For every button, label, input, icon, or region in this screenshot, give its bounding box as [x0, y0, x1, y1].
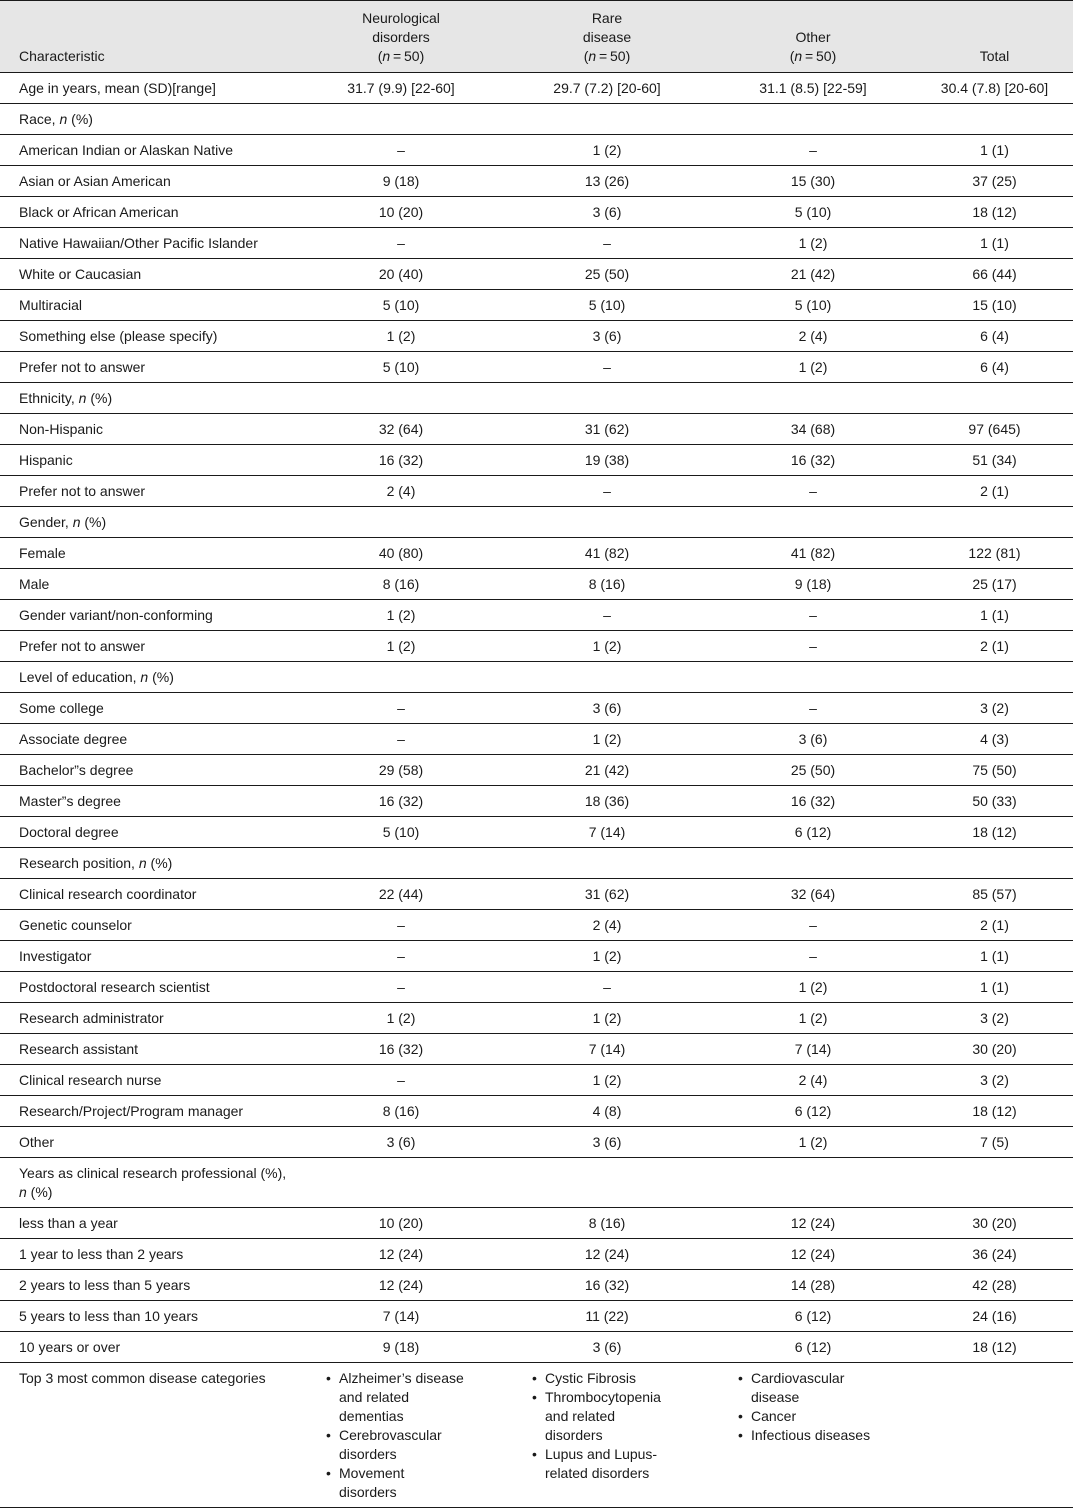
empty-cell: [916, 848, 1073, 879]
row-value: 1 (2): [504, 1003, 710, 1034]
table-row: [0, 1034, 1073, 1065]
row-value: 7 (14): [710, 1034, 916, 1065]
table-row: [0, 879, 1073, 910]
row-value: 5 (10): [298, 290, 504, 321]
row-value: –: [298, 1065, 504, 1096]
row-value: 1 (2): [298, 600, 504, 631]
row-value: –: [710, 910, 916, 941]
section-label: [0, 383, 298, 414]
row-value: 9 (18): [710, 569, 916, 600]
row-value: 1 (1): [916, 135, 1073, 166]
row-value: 18 (36): [504, 786, 710, 817]
row-label: Master”s degree: [0, 786, 298, 817]
row-label: less than a year: [0, 1208, 298, 1239]
section-label-text: Ethnicity,: [19, 390, 79, 406]
row-value: 1 (2): [298, 321, 504, 352]
table-row: [0, 228, 1073, 259]
row-value: –: [710, 600, 916, 631]
section-row: [0, 662, 1073, 693]
row-label: Prefer not to answer: [0, 476, 298, 507]
empty-cell: [710, 848, 916, 879]
row-value: –: [504, 228, 710, 259]
row-value: –: [710, 941, 916, 972]
row-label: 5 years to less than 10 years: [0, 1301, 298, 1332]
empty-cell: [916, 662, 1073, 693]
empty-cell: [504, 1158, 710, 1208]
row-value: 30 (20): [916, 1208, 1073, 1239]
row-label: Doctoral degree: [0, 817, 298, 848]
row-value: 31 (62): [504, 414, 710, 445]
disease-list-item: • Alzheimer’s disease and related dementias: [339, 1369, 464, 1426]
row-value: 122 (81): [916, 538, 1073, 569]
row-label: Bachelor”s degree: [0, 755, 298, 786]
row-value: 24 (16): [916, 1301, 1073, 1332]
row-label: Clinical research nurse: [0, 1065, 298, 1096]
row-label: Some college: [0, 693, 298, 724]
top3-label: Top 3 most common disease categories: [0, 1363, 298, 1508]
section-unit-rest: (%): [146, 855, 173, 871]
row-label: Other: [0, 1127, 298, 1158]
table-row: [0, 445, 1073, 476]
row-label: Multiracial: [0, 290, 298, 321]
row-label: Prefer not to answer: [0, 352, 298, 383]
header-other: [710, 1, 916, 73]
table-row: [0, 817, 1073, 848]
table-row: [0, 1065, 1073, 1096]
row-value: 1 (2): [504, 135, 710, 166]
row-value: –: [298, 228, 504, 259]
disease-list: [526, 1369, 670, 1483]
row-value: 16 (32): [298, 786, 504, 817]
row-value: 18 (12): [916, 817, 1073, 848]
row-value: 1 (2): [298, 631, 504, 662]
row-value: 12 (24): [298, 1239, 504, 1270]
row-label: Investigator: [0, 941, 298, 972]
table-row: [0, 1239, 1073, 1270]
section-label: [0, 507, 298, 538]
empty-cell: [504, 662, 710, 693]
row-value: 8 (16): [504, 569, 710, 600]
row-value: 5 (10): [298, 352, 504, 383]
row-value: 1 (2): [710, 972, 916, 1003]
section-label: [0, 1158, 298, 1208]
row-value: 7 (5): [916, 1127, 1073, 1158]
section-row: [0, 1158, 1073, 1208]
row-value: 29 (58): [298, 755, 504, 786]
row-value: 25 (50): [710, 755, 916, 786]
row-value: 14 (28): [710, 1270, 916, 1301]
table-row: [0, 600, 1073, 631]
table-row: [0, 569, 1073, 600]
table-row: [0, 1096, 1073, 1127]
row-label: Research assistant: [0, 1034, 298, 1065]
row-value: 3 (6): [504, 693, 710, 724]
row-value: 3 (6): [710, 724, 916, 755]
row-value: 6 (4): [916, 352, 1073, 383]
row-value: 3 (2): [916, 1003, 1073, 1034]
table-row: [0, 259, 1073, 290]
row-value: 25 (17): [916, 569, 1073, 600]
row-label: Postdoctoral research scientist: [0, 972, 298, 1003]
row-value: –: [298, 941, 504, 972]
row-value: 1 (2): [710, 228, 916, 259]
table-row: [0, 135, 1073, 166]
row-value: 66 (44): [916, 259, 1073, 290]
row-value: 12 (24): [298, 1270, 504, 1301]
row-value: –: [298, 693, 504, 724]
table-row: [0, 414, 1073, 445]
section-label: [0, 662, 298, 693]
header-rare-line1: Rare: [591, 10, 623, 26]
header-other-line: Other: [795, 29, 831, 45]
row-value: 4 (3): [916, 724, 1073, 755]
row-value: 3 (6): [504, 321, 710, 352]
row-value: –: [298, 135, 504, 166]
row-value: 1 (2): [710, 352, 916, 383]
row-value: –: [298, 910, 504, 941]
section-row: [0, 104, 1073, 135]
row-value: 15 (30): [710, 166, 916, 197]
row-value: 32 (64): [298, 414, 504, 445]
row-value: 41 (82): [710, 538, 916, 569]
row-value: 41 (82): [504, 538, 710, 569]
disease-list-item: • Cancer: [751, 1407, 876, 1426]
row-value: 1 (1): [916, 941, 1073, 972]
table-row: [0, 538, 1073, 569]
row-value: 5 (10): [504, 290, 710, 321]
section-label-text: Research position,: [19, 855, 139, 871]
row-value: 50 (33): [916, 786, 1073, 817]
row-value: –: [710, 631, 916, 662]
top3-list-cell: [710, 1363, 916, 1508]
row-value: 51 (34): [916, 445, 1073, 476]
row-value: 8 (16): [504, 1208, 710, 1239]
empty-cell: [916, 104, 1073, 135]
row-value: 16 (32): [710, 786, 916, 817]
section-label-text: Level of education,: [19, 669, 141, 685]
row-value: 30.4 (7.8) [20-60]: [916, 73, 1073, 104]
row-value: 1 (1): [916, 228, 1073, 259]
row-label: Genetic counselor: [0, 910, 298, 941]
row-label: Research/Project/Program manager: [0, 1096, 298, 1127]
table-row: [0, 321, 1073, 352]
section-unit-rest: (%): [80, 514, 107, 530]
empty-cell: [504, 104, 710, 135]
row-label: Non-Hispanic: [0, 414, 298, 445]
row-value: 31.7 (9.9) [22-60]: [298, 73, 504, 104]
row-label: 10 years or over: [0, 1332, 298, 1363]
header-neurological-line1: Neurological: [362, 10, 440, 26]
table-row: [0, 197, 1073, 228]
row-value: 6 (12): [710, 1301, 916, 1332]
table-row: [0, 910, 1073, 941]
row-value: 10 (20): [298, 197, 504, 228]
row-value: 40 (80): [298, 538, 504, 569]
section-label-text: Gender,: [19, 514, 73, 530]
section-label-text: Race,: [19, 111, 60, 127]
table-row: [0, 724, 1073, 755]
row-value: –: [710, 135, 916, 166]
top3-list-cell: [504, 1363, 710, 1508]
table-body: [0, 73, 1073, 1508]
row-value: –: [504, 600, 710, 631]
header-neurological-n: (n = 50): [377, 48, 425, 64]
row-value: 25 (50): [504, 259, 710, 290]
header-total: Total: [916, 1, 1073, 73]
row-value: –: [504, 972, 710, 1003]
section-label: [0, 848, 298, 879]
empty-cell: [504, 383, 710, 414]
row-value: 4 (8): [504, 1096, 710, 1127]
table-header: [0, 1, 1073, 73]
row-value: 2 (4): [710, 321, 916, 352]
row-label: Black or African American: [0, 197, 298, 228]
row-label: American Indian or Alaskan Native: [0, 135, 298, 166]
section-unit-rest: (%): [148, 669, 174, 685]
top3-row: [0, 1363, 1073, 1508]
row-value: 5 (10): [710, 197, 916, 228]
row-value: 2 (4): [298, 476, 504, 507]
disease-list-item: • Cystic Fibrosis: [545, 1369, 670, 1388]
row-value: 1 (2): [710, 1003, 916, 1034]
row-value: 2 (4): [504, 910, 710, 941]
disease-list-item: • Movement disorders: [339, 1464, 464, 1502]
row-value: 8 (16): [298, 569, 504, 600]
row-value: 6 (12): [710, 1332, 916, 1363]
section-unit-rest: (%): [67, 111, 93, 127]
row-value: 5 (10): [710, 290, 916, 321]
disease-list: [732, 1369, 876, 1445]
row-value: –: [710, 476, 916, 507]
row-value: 16 (32): [298, 1034, 504, 1065]
row-value: –: [504, 476, 710, 507]
empty-cell: [916, 1158, 1073, 1208]
row-value: 3 (6): [504, 197, 710, 228]
empty-cell: [710, 104, 916, 135]
disease-list: [320, 1369, 464, 1502]
header-rare-line2: disease: [582, 29, 632, 45]
section-unit-n: n: [59, 111, 68, 127]
section-row: [0, 383, 1073, 414]
row-value: 18 (12): [916, 197, 1073, 228]
disease-list-item: • Thrombocytopenia and related disorders: [545, 1388, 670, 1445]
header-characteristic: Characteristic: [0, 1, 298, 73]
row-value: 11 (22): [504, 1301, 710, 1332]
empty-cell: [710, 507, 916, 538]
row-value: 18 (12): [916, 1096, 1073, 1127]
row-label: Prefer not to answer: [0, 631, 298, 662]
row-value: 12 (24): [710, 1239, 916, 1270]
row-value: 12 (24): [710, 1208, 916, 1239]
row-value: 34 (68): [710, 414, 916, 445]
table-row: [0, 972, 1073, 1003]
row-label: Hispanic: [0, 445, 298, 476]
row-value: 36 (24): [916, 1239, 1073, 1270]
row-value: 3 (2): [916, 1065, 1073, 1096]
disease-list-item: • Cardiovascular disease: [751, 1369, 876, 1407]
section-row: [0, 848, 1073, 879]
row-value: 22 (44): [298, 879, 504, 910]
section-unit-n: n: [78, 390, 87, 406]
row-value: 3 (6): [504, 1127, 710, 1158]
row-value: 5 (10): [298, 817, 504, 848]
row-value: 10 (20): [298, 1208, 504, 1239]
row-value: 7 (14): [298, 1301, 504, 1332]
disease-list-item: • Lupus and Lupus-related disorders: [545, 1445, 670, 1483]
empty-cell: [916, 383, 1073, 414]
row-value: 2 (1): [916, 910, 1073, 941]
row-value: 1 (2): [504, 631, 710, 662]
row-label: Native Hawaiian/Other Pacific Islander: [0, 228, 298, 259]
row-value: 21 (42): [504, 755, 710, 786]
empty-cell: [298, 848, 504, 879]
table-row: [0, 1208, 1073, 1239]
table-row: [0, 941, 1073, 972]
row-value: 29.7 (7.2) [20-60]: [504, 73, 710, 104]
header-rare-n: (n = 50): [583, 48, 631, 64]
row-value: 9 (18): [298, 166, 504, 197]
row-label: Gender variant/non-conforming: [0, 600, 298, 631]
row-value: 6 (12): [710, 1096, 916, 1127]
section-unit-n: n: [140, 669, 149, 685]
empty-cell: [298, 662, 504, 693]
row-label: Male: [0, 569, 298, 600]
row-value: 1 (2): [298, 1003, 504, 1034]
row-value: 3 (2): [916, 693, 1073, 724]
table-row: [0, 1332, 1073, 1363]
table-row: [0, 73, 1073, 104]
row-value: 30 (20): [916, 1034, 1073, 1065]
row-value: 21 (42): [710, 259, 916, 290]
row-label: White or Caucasian: [0, 259, 298, 290]
row-value: 16 (32): [710, 445, 916, 476]
row-value: 7 (14): [504, 1034, 710, 1065]
row-value: 1 (2): [710, 1127, 916, 1158]
empty-cell: [298, 507, 504, 538]
empty-cell: [710, 1158, 916, 1208]
row-value: 9 (18): [298, 1332, 504, 1363]
row-value: 1 (1): [916, 972, 1073, 1003]
empty-cell: [298, 104, 504, 135]
row-value: 85 (57): [916, 879, 1073, 910]
row-label: 2 years to less than 5 years: [0, 1270, 298, 1301]
row-value: –: [298, 724, 504, 755]
row-label: Something else (please specify): [0, 321, 298, 352]
row-value: 2 (1): [916, 631, 1073, 662]
table-row: [0, 1301, 1073, 1332]
empty-cell: [504, 848, 710, 879]
empty-cell: [504, 507, 710, 538]
row-value: 19 (38): [504, 445, 710, 476]
row-value: 31 (62): [504, 879, 710, 910]
empty-cell: [916, 1363, 1073, 1508]
row-value: 32 (64): [710, 879, 916, 910]
row-value: 6 (12): [710, 817, 916, 848]
row-value: 15 (10): [916, 290, 1073, 321]
empty-cell: [916, 507, 1073, 538]
row-value: 16 (32): [504, 1270, 710, 1301]
table-row: [0, 693, 1073, 724]
disease-list-item: • Cerebrovascular disorders: [339, 1426, 464, 1464]
section-unit-rest: (%): [86, 390, 113, 406]
row-label: Associate degree: [0, 724, 298, 755]
section-unit-rest: (%): [26, 1184, 53, 1200]
table-row: [0, 786, 1073, 817]
row-value: 1 (2): [504, 941, 710, 972]
row-value: 13 (26): [504, 166, 710, 197]
empty-cell: [298, 1158, 504, 1208]
empty-cell: [710, 662, 916, 693]
row-value: –: [298, 972, 504, 1003]
row-label: Female: [0, 538, 298, 569]
table-row: [0, 631, 1073, 662]
section-row: [0, 507, 1073, 538]
row-value: 18 (12): [916, 1332, 1073, 1363]
row-value: 31.1 (8.5) [22-59]: [710, 73, 916, 104]
row-value: 16 (32): [298, 445, 504, 476]
row-label: Asian or Asian American: [0, 166, 298, 197]
table-row: [0, 1003, 1073, 1034]
row-label: Clinical research coordinator: [0, 879, 298, 910]
header-neurological-line2: disorders: [372, 29, 430, 45]
section-unit-n: n: [19, 1184, 27, 1200]
header-other-n: (n = 50): [789, 48, 837, 64]
table-row: [0, 290, 1073, 321]
table-row: [0, 352, 1073, 383]
row-value: 7 (14): [504, 817, 710, 848]
row-value: 12 (24): [504, 1239, 710, 1270]
row-value: –: [504, 352, 710, 383]
disease-list-item: • Infectious diseases: [751, 1426, 876, 1445]
row-value: 3 (6): [298, 1127, 504, 1158]
empty-cell: [298, 383, 504, 414]
row-value: 2 (4): [710, 1065, 916, 1096]
section-label-text: Years as clinical research professional (%),: [19, 1165, 287, 1181]
row-value: 8 (16): [298, 1096, 504, 1127]
row-value: 20 (40): [298, 259, 504, 290]
header-rare: [504, 1, 710, 73]
row-value: 2 (1): [916, 476, 1073, 507]
row-value: 97 (645): [916, 414, 1073, 445]
row-value: 42 (28): [916, 1270, 1073, 1301]
table-row: [0, 476, 1073, 507]
table-row: [0, 1270, 1073, 1301]
row-value: 37 (25): [916, 166, 1073, 197]
row-value: 75 (50): [916, 755, 1073, 786]
section-label: [0, 104, 298, 135]
row-value: 1 (2): [504, 1065, 710, 1096]
table-row: [0, 166, 1073, 197]
row-value: 1 (1): [916, 600, 1073, 631]
row-value: 6 (4): [916, 321, 1073, 352]
row-value: –: [710, 693, 916, 724]
header-neurological: [298, 1, 504, 73]
row-label: Age in years, mean (SD)[range]: [0, 73, 298, 104]
row-value: 1 (2): [504, 724, 710, 755]
row-label: 1 year to less than 2 years: [0, 1239, 298, 1270]
section-unit-n: n: [138, 855, 147, 871]
section-unit-n: n: [72, 514, 81, 530]
top3-list-cell: [298, 1363, 504, 1508]
row-label: Research administrator: [0, 1003, 298, 1034]
empty-cell: [710, 383, 916, 414]
row-value: 3 (6): [504, 1332, 710, 1363]
table-row: [0, 755, 1073, 786]
table-row: [0, 1127, 1073, 1158]
